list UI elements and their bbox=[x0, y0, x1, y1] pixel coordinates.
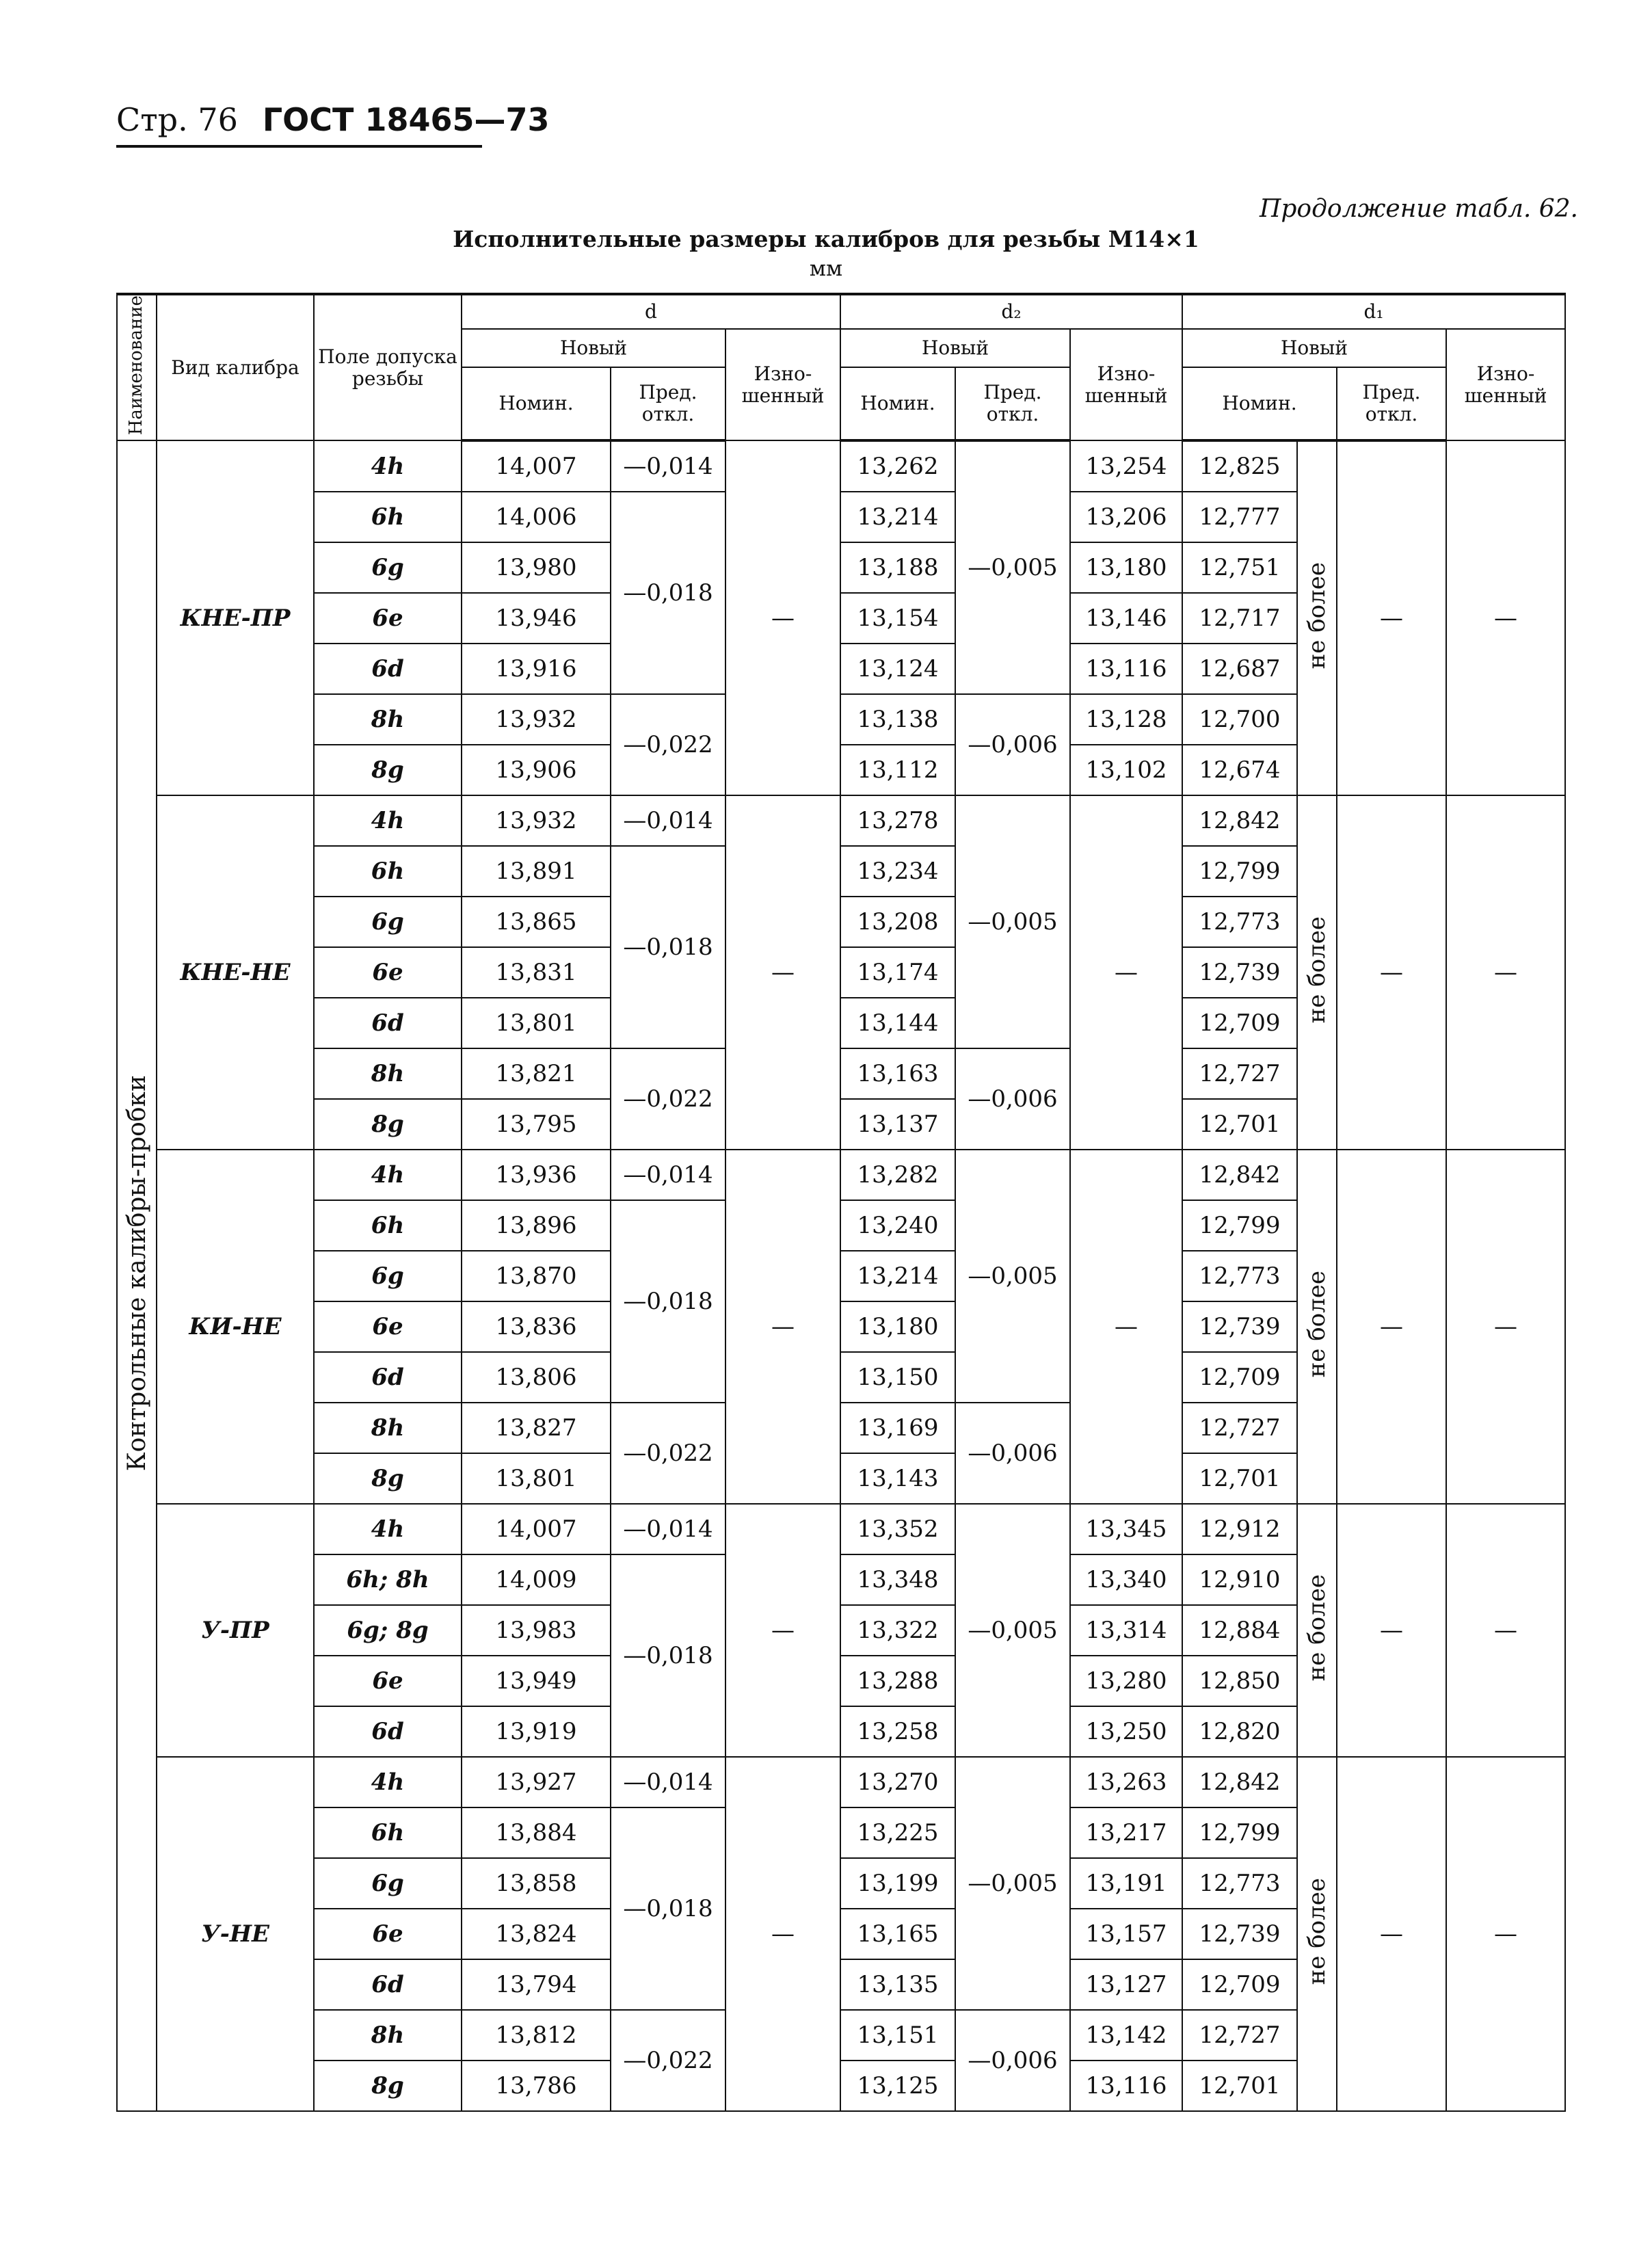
d2-nominal: 13,240 bbox=[840, 1200, 955, 1251]
tolerance-field: 8h bbox=[314, 1048, 462, 1099]
tolerance-field: 6g bbox=[314, 1858, 462, 1909]
d2-worn: 13,128 bbox=[1070, 694, 1182, 745]
tolerance-field: 6g bbox=[314, 542, 462, 593]
d1-nominal: 12,799 bbox=[1182, 1200, 1297, 1251]
d-nominal: 13,831 bbox=[462, 947, 611, 998]
col-d-header: d bbox=[462, 294, 840, 329]
d2-nominal: 13,112 bbox=[840, 745, 955, 795]
table-row bbox=[117, 1504, 1565, 1554]
d-nominal: 13,891 bbox=[462, 846, 611, 897]
d1-nominal: 12,700 bbox=[1182, 694, 1297, 745]
col-d1-header: d₁ bbox=[1182, 294, 1565, 329]
d2-deviation: —0,005 bbox=[955, 1150, 1070, 1403]
d-deviation: —0,014 bbox=[611, 1757, 725, 1807]
table-row bbox=[117, 795, 1565, 846]
group-label bbox=[117, 440, 157, 2111]
d2-deviation: —0,005 bbox=[955, 440, 1070, 694]
col-field-header: Поле допуска резьбы bbox=[314, 294, 462, 440]
d2-deviation: —0,006 bbox=[955, 1048, 1070, 1150]
table-body bbox=[117, 440, 1565, 2111]
d2-nominal: 13,278 bbox=[840, 795, 955, 846]
d1-worn: — bbox=[1446, 1757, 1565, 2111]
d1-worn-header: Изно-шенный bbox=[1446, 329, 1565, 440]
d2-worn: 13,345 bbox=[1070, 1504, 1182, 1554]
d-nominal: 13,858 bbox=[462, 1858, 611, 1909]
d2-worn: 13,340 bbox=[1070, 1554, 1182, 1605]
d-deviation: —0,014 bbox=[611, 1504, 725, 1554]
d1-nominal: 12,739 bbox=[1182, 947, 1297, 998]
d-nom-header: Номин. bbox=[462, 367, 611, 440]
d1-nominal: 12,701 bbox=[1182, 2061, 1297, 2111]
d2-nominal: 13,144 bbox=[840, 998, 955, 1048]
d2-worn: 13,146 bbox=[1070, 593, 1182, 644]
d1-not-more bbox=[1297, 1504, 1337, 1757]
d2-nominal: 13,208 bbox=[840, 897, 955, 947]
d2-worn: — bbox=[1070, 1150, 1182, 1504]
d-nominal: 13,927 bbox=[462, 1757, 611, 1807]
d2-nominal: 13,225 bbox=[840, 1807, 955, 1858]
d2-worn: 13,157 bbox=[1070, 1909, 1182, 1959]
d1-deviation: — bbox=[1337, 1757, 1446, 2111]
tolerance-field: 6g bbox=[314, 1251, 462, 1301]
tolerance-field: 6h bbox=[314, 1200, 462, 1251]
d2-new-header: Новый bbox=[840, 329, 1070, 367]
d2-deviation: —0,006 bbox=[955, 2010, 1070, 2111]
d2-nominal: 13,138 bbox=[840, 694, 955, 745]
d-nominal: 13,906 bbox=[462, 745, 611, 795]
d-nominal: 13,919 bbox=[462, 1706, 611, 1757]
d-nominal: 14,006 bbox=[462, 492, 611, 542]
tolerance-field: 6d bbox=[314, 1706, 462, 1757]
d1-not-more bbox=[1297, 1757, 1337, 2111]
d2-worn: — bbox=[1070, 795, 1182, 1150]
d2-nominal: 13,165 bbox=[840, 1909, 955, 1959]
d1-nominal: 12,701 bbox=[1182, 1453, 1297, 1504]
d-nominal: 13,812 bbox=[462, 2010, 611, 2061]
d-deviation: —0,018 bbox=[611, 492, 725, 694]
d2-nominal: 13,282 bbox=[840, 1150, 955, 1200]
d2-nominal: 13,270 bbox=[840, 1757, 955, 1807]
d1-nom-header: Номин. bbox=[1182, 367, 1337, 440]
d1-nominal: 12,820 bbox=[1182, 1706, 1297, 1757]
d-nominal: 14,007 bbox=[462, 440, 611, 492]
tolerance-field: 6g; 8g bbox=[314, 1605, 462, 1656]
d2-nominal: 13,258 bbox=[840, 1706, 955, 1757]
d1-worn: — bbox=[1446, 1504, 1565, 1757]
d1-new-header: Новый bbox=[1182, 329, 1446, 367]
d1-nominal: 12,773 bbox=[1182, 1858, 1297, 1909]
d1-not-more-text: не более bbox=[1303, 916, 1331, 1024]
tolerance-field: 4h bbox=[314, 1150, 462, 1200]
tolerance-field: 6e bbox=[314, 947, 462, 998]
d2-worn: 13,206 bbox=[1070, 492, 1182, 542]
tolerance-field: 6d bbox=[314, 998, 462, 1048]
d-nominal: 13,983 bbox=[462, 1605, 611, 1656]
table-row bbox=[117, 1150, 1565, 1200]
tolerance-field: 8g bbox=[314, 745, 462, 795]
table-row bbox=[117, 440, 1565, 492]
d-nominal: 13,836 bbox=[462, 1301, 611, 1352]
d1-not-more bbox=[1297, 1150, 1337, 1504]
tolerance-field: 8h bbox=[314, 2010, 462, 2061]
d-deviation: —0,018 bbox=[611, 846, 725, 1048]
d2-worn: 13,116 bbox=[1070, 2061, 1182, 2111]
d-nominal: 13,801 bbox=[462, 998, 611, 1048]
tolerance-field: 4h bbox=[314, 440, 462, 492]
d-nominal: 13,946 bbox=[462, 593, 611, 644]
gauge-kind: У-НЕ bbox=[157, 1757, 314, 2111]
d2-nominal: 13,352 bbox=[840, 1504, 955, 1554]
tolerance-field: 8g bbox=[314, 1099, 462, 1150]
d2-worn: 13,314 bbox=[1070, 1605, 1182, 1656]
d-deviation: —0,014 bbox=[611, 1150, 725, 1200]
d-deviation: —0,022 bbox=[611, 694, 725, 795]
d-nominal: 14,007 bbox=[462, 1504, 611, 1554]
tolerance-field: 6d bbox=[314, 1352, 462, 1403]
d-worn: — bbox=[725, 1150, 840, 1504]
d-worn: — bbox=[725, 1504, 840, 1757]
d1-nominal: 12,777 bbox=[1182, 492, 1297, 542]
d-nominal: 13,936 bbox=[462, 1150, 611, 1200]
d-nominal: 13,884 bbox=[462, 1807, 611, 1858]
d2-nominal: 13,154 bbox=[840, 593, 955, 644]
d-worn: — bbox=[725, 1757, 840, 2111]
d-worn-header: Изно-шенный bbox=[725, 329, 840, 440]
d1-nominal: 12,912 bbox=[1182, 1504, 1297, 1554]
d1-nominal: 12,701 bbox=[1182, 1099, 1297, 1150]
d1-nominal: 12,825 bbox=[1182, 440, 1297, 492]
d1-nominal: 12,773 bbox=[1182, 897, 1297, 947]
d1-nominal: 12,773 bbox=[1182, 1251, 1297, 1301]
d-nominal: 13,949 bbox=[462, 1656, 611, 1706]
d1-nominal: 12,727 bbox=[1182, 1403, 1297, 1453]
d2-nominal: 13,322 bbox=[840, 1605, 955, 1656]
gauge-kind: У-ПР bbox=[157, 1504, 314, 1757]
d-nominal: 13,806 bbox=[462, 1352, 611, 1403]
d-nominal: 14,009 bbox=[462, 1554, 611, 1605]
page-header bbox=[116, 101, 550, 138]
d-nominal: 13,865 bbox=[462, 897, 611, 947]
d-worn: — bbox=[725, 795, 840, 1150]
d2-worn: 13,102 bbox=[1070, 745, 1182, 795]
tolerance-field: 6h bbox=[314, 846, 462, 897]
d2-deviation: —0,005 bbox=[955, 795, 1070, 1048]
d1-nominal: 12,709 bbox=[1182, 1959, 1297, 2010]
d2-nominal: 13,234 bbox=[840, 846, 955, 897]
d-nominal: 13,824 bbox=[462, 1909, 611, 1959]
tolerance-field: 6h; 8h bbox=[314, 1554, 462, 1605]
d2-deviation: —0,005 bbox=[955, 1757, 1070, 2010]
d1-deviation: — bbox=[1337, 1150, 1446, 1504]
d2-nominal: 13,124 bbox=[840, 644, 955, 694]
tolerance-field: 6e bbox=[314, 1656, 462, 1706]
d1-nominal: 12,709 bbox=[1182, 1352, 1297, 1403]
tolerance-field: 4h bbox=[314, 1757, 462, 1807]
d1-nominal: 12,884 bbox=[1182, 1605, 1297, 1656]
continuation-label: Продолжение табл. 62. bbox=[1259, 195, 1578, 223]
gauge-kind: КИ-НЕ bbox=[157, 1150, 314, 1504]
d-dev-header: Пред. откл. bbox=[611, 367, 725, 440]
d2-nominal: 13,143 bbox=[840, 1453, 955, 1504]
d-deviation: —0,014 bbox=[611, 795, 725, 846]
d1-nominal: 12,739 bbox=[1182, 1909, 1297, 1959]
d2-nominal: 13,188 bbox=[840, 542, 955, 593]
col-kind-header: Вид калибра bbox=[157, 294, 314, 440]
tolerance-field: 8h bbox=[314, 694, 462, 745]
d1-worn: — bbox=[1446, 1150, 1565, 1504]
d-deviation: —0,014 bbox=[611, 440, 725, 492]
tolerance-field: 6e bbox=[314, 1909, 462, 1959]
tolerance-field: 6e bbox=[314, 593, 462, 644]
d1-dev-header: Пред. откл. bbox=[1337, 367, 1446, 440]
d2-deviation: —0,005 bbox=[955, 1504, 1070, 1757]
d2-nominal: 13,163 bbox=[840, 1048, 955, 1099]
d1-not-more-text: не более bbox=[1303, 1270, 1331, 1378]
header-rule bbox=[116, 145, 482, 148]
d1-worn: — bbox=[1446, 795, 1565, 1150]
d2-worn: 13,191 bbox=[1070, 1858, 1182, 1909]
tolerance-field: 6h bbox=[314, 492, 462, 542]
d-nominal: 13,821 bbox=[462, 1048, 611, 1099]
d2-nominal: 13,169 bbox=[840, 1403, 955, 1453]
d-nominal: 13,932 bbox=[462, 795, 611, 846]
d2-deviation: —0,006 bbox=[955, 694, 1070, 795]
d-nominal: 13,932 bbox=[462, 694, 611, 745]
d2-nominal: 13,135 bbox=[840, 1959, 955, 2010]
d1-nominal: 12,727 bbox=[1182, 2010, 1297, 2061]
tolerance-field: 8g bbox=[314, 2061, 462, 2111]
d2-worn: 13,142 bbox=[1070, 2010, 1182, 2061]
d-nominal: 13,980 bbox=[462, 542, 611, 593]
gauge-kind: КНЕ-НЕ bbox=[157, 795, 314, 1150]
d-nominal: 13,786 bbox=[462, 2061, 611, 2111]
tolerance-field: 6d bbox=[314, 1959, 462, 2010]
d1-nominal: 12,842 bbox=[1182, 1757, 1297, 1807]
table-row bbox=[117, 1757, 1565, 1807]
d2-nominal: 13,150 bbox=[840, 1352, 955, 1403]
tolerance-field: 6h bbox=[314, 1807, 462, 1858]
d2-nominal: 13,125 bbox=[840, 2061, 955, 2111]
d2-nominal: 13,199 bbox=[840, 1858, 955, 1909]
tolerance-field: 8h bbox=[314, 1403, 462, 1453]
d1-not-more-text: не более bbox=[1303, 1877, 1331, 1985]
d2-nominal: 13,214 bbox=[840, 492, 955, 542]
d2-nominal: 13,180 bbox=[840, 1301, 955, 1352]
d1-nominal: 12,910 bbox=[1182, 1554, 1297, 1605]
d2-worn: 13,180 bbox=[1070, 542, 1182, 593]
d-deviation: —0,022 bbox=[611, 2010, 725, 2111]
tolerance-field: 6g bbox=[314, 897, 462, 947]
d2-worn: 13,116 bbox=[1070, 644, 1182, 694]
d-new-header: Новый bbox=[462, 329, 725, 367]
d2-nominal: 13,174 bbox=[840, 947, 955, 998]
d-nominal: 13,795 bbox=[462, 1099, 611, 1150]
d-deviation: —0,022 bbox=[611, 1048, 725, 1150]
d1-not-more bbox=[1297, 795, 1337, 1150]
d1-worn: — bbox=[1446, 440, 1565, 795]
d2-worn: 13,254 bbox=[1070, 440, 1182, 492]
d1-nominal: 12,709 bbox=[1182, 998, 1297, 1048]
table-unit: мм bbox=[809, 256, 843, 281]
d1-nominal: 12,799 bbox=[1182, 1807, 1297, 1858]
d2-nominal: 13,137 bbox=[840, 1099, 955, 1150]
d2-worn: 13,127 bbox=[1070, 1959, 1182, 2010]
d2-nominal: 13,288 bbox=[840, 1656, 955, 1706]
d1-deviation: — bbox=[1337, 795, 1446, 1150]
d2-deviation: —0,006 bbox=[955, 1403, 1070, 1504]
d2-nominal: 13,151 bbox=[840, 2010, 955, 2061]
tolerance-field: 4h bbox=[314, 1504, 462, 1554]
d2-dev-header: Пред. откл. bbox=[955, 367, 1070, 440]
d2-worn-header: Изно-шенный bbox=[1070, 329, 1182, 440]
d1-deviation: — bbox=[1337, 440, 1446, 795]
tolerance-field: 6e bbox=[314, 1301, 462, 1352]
d1-nominal: 12,751 bbox=[1182, 542, 1297, 593]
d-nominal: 13,896 bbox=[462, 1200, 611, 1251]
d2-worn: 13,280 bbox=[1070, 1656, 1182, 1706]
tolerance-field: 4h bbox=[314, 795, 462, 846]
group-label-text: Контрольные калибры-пробки bbox=[122, 1074, 151, 1472]
d-nominal: 13,916 bbox=[462, 644, 611, 694]
d-worn: — bbox=[725, 440, 840, 795]
table-title: Исполнительные размеры калибров для резьбы M14×1 bbox=[453, 226, 1199, 252]
d-deviation: —0,018 bbox=[611, 1554, 725, 1757]
d2-nominal: 13,348 bbox=[840, 1554, 955, 1605]
d1-not-more-text: не более bbox=[1303, 561, 1331, 670]
d1-nominal: 12,850 bbox=[1182, 1656, 1297, 1706]
d1-nominal: 12,842 bbox=[1182, 1150, 1297, 1200]
d-nominal: 13,827 bbox=[462, 1403, 611, 1453]
tolerance-field: 6d bbox=[314, 644, 462, 694]
d1-not-more-text: не более bbox=[1303, 1574, 1331, 1682]
d2-worn: 13,263 bbox=[1070, 1757, 1182, 1807]
d2-nominal: 13,262 bbox=[840, 440, 955, 492]
d1-nominal: 12,717 bbox=[1182, 593, 1297, 644]
tolerance-field: 8g bbox=[314, 1453, 462, 1504]
document-code: ГОСТ 18465—73 bbox=[262, 101, 550, 138]
d2-worn: 13,217 bbox=[1070, 1807, 1182, 1858]
d2-nominal: 13,214 bbox=[840, 1251, 955, 1301]
d1-nominal: 12,687 bbox=[1182, 644, 1297, 694]
d1-nominal: 12,799 bbox=[1182, 846, 1297, 897]
d-nominal: 13,801 bbox=[462, 1453, 611, 1504]
d1-nominal: 12,739 bbox=[1182, 1301, 1297, 1352]
d-deviation: —0,018 bbox=[611, 1807, 725, 2010]
page-number: Стр. 76 bbox=[116, 101, 238, 138]
d2-worn: 13,250 bbox=[1070, 1706, 1182, 1757]
d-nominal: 13,794 bbox=[462, 1959, 611, 2010]
d2-nom-header: Номин. bbox=[840, 367, 955, 440]
d-deviation: —0,018 bbox=[611, 1200, 725, 1403]
d-nominal: 13,870 bbox=[462, 1251, 611, 1301]
d1-nominal: 12,842 bbox=[1182, 795, 1297, 846]
d1-not-more bbox=[1297, 440, 1337, 795]
d-deviation: —0,022 bbox=[611, 1403, 725, 1504]
d1-nominal: 12,727 bbox=[1182, 1048, 1297, 1099]
gauge-kind: КНЕ-ПР bbox=[157, 440, 314, 795]
dimensions-table bbox=[116, 293, 1566, 2112]
col-d2-header: d₂ bbox=[840, 294, 1182, 329]
d1-deviation: — bbox=[1337, 1504, 1446, 1757]
col-name-header: Наименование bbox=[117, 294, 157, 440]
d1-nominal: 12,674 bbox=[1182, 745, 1297, 795]
